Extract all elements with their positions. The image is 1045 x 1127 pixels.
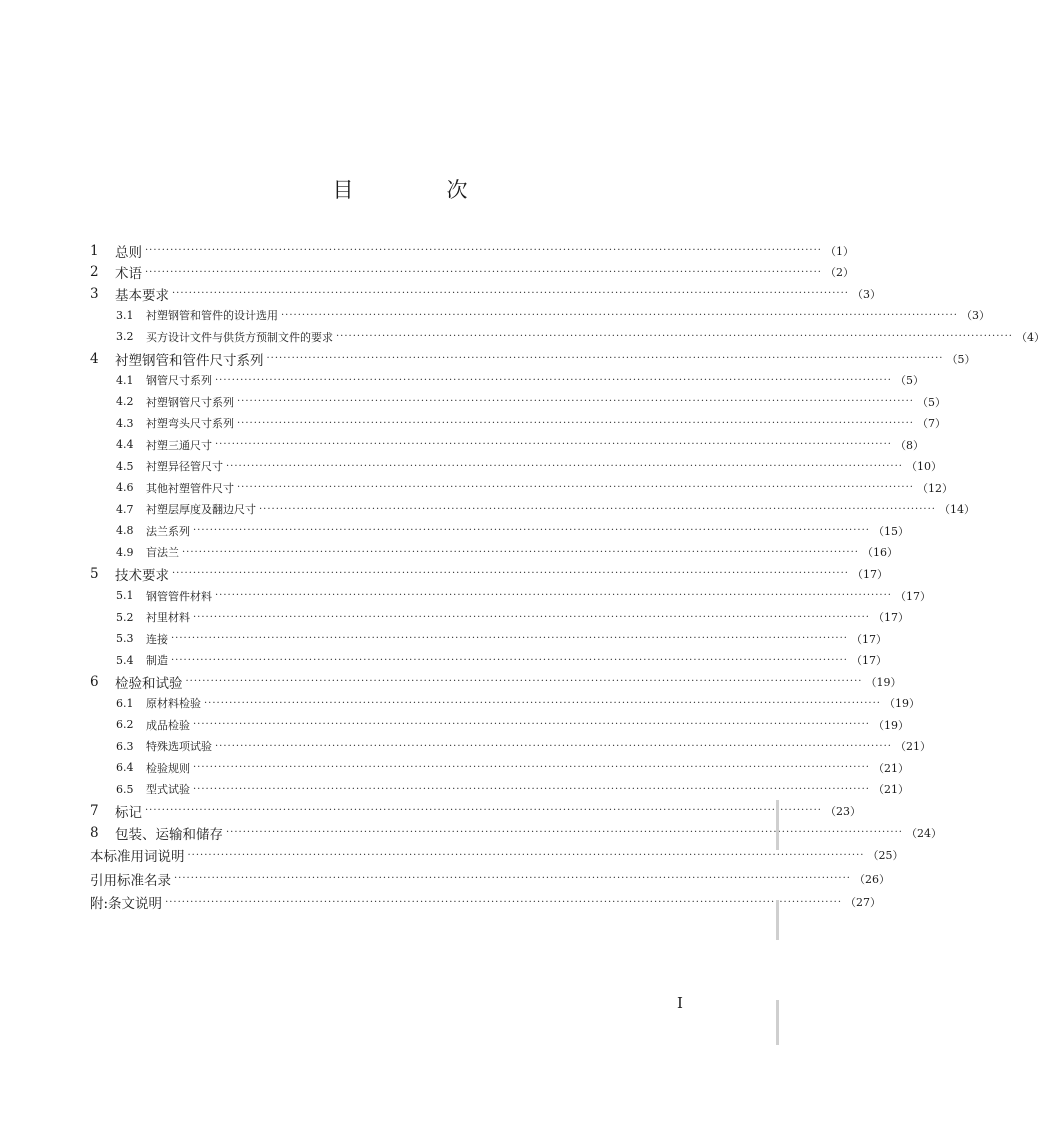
toc-entry[interactable] xyxy=(90,563,888,585)
toc-entry-number: 5.1 xyxy=(116,589,134,603)
toc-entry-number: 4 xyxy=(90,350,99,367)
toc-dot-leader xyxy=(174,873,851,884)
toc-dot-leader xyxy=(171,655,848,666)
scan-edge-mark xyxy=(776,900,779,940)
toc-entry-number: 6.1 xyxy=(116,696,134,710)
toc-entry-label: 衬塑钢管尺寸系列 xyxy=(146,395,234,409)
toc-entry-number: 6 xyxy=(90,673,99,690)
toc-entry-page: （3） xyxy=(960,309,990,323)
toc-entry-page: （17） xyxy=(872,611,909,625)
toc-entry-page: （7） xyxy=(916,417,946,431)
toc-entry-number: 4.2 xyxy=(116,395,134,409)
toc-entry-number: 4.5 xyxy=(116,459,134,473)
toc-entry[interactable] xyxy=(90,628,887,650)
toc-entry[interactable] xyxy=(90,800,861,822)
toc-entry[interactable] xyxy=(90,757,909,779)
toc-entry-page: （21） xyxy=(872,783,909,797)
toc-entry-page: （27） xyxy=(845,896,882,910)
toc-entry-page: （23） xyxy=(824,804,861,818)
toc-entry-label: 衬塑钢管和管件尺寸系列 xyxy=(115,352,264,369)
toc-entry-number: 6.2 xyxy=(116,718,134,732)
toc-entry-number: 5.3 xyxy=(116,632,134,646)
toc-entry-label: 特殊选项试验 xyxy=(146,740,212,754)
toc-entry[interactable] xyxy=(90,348,976,370)
toc-dot-leader xyxy=(226,461,903,472)
toc-entry-page: （17） xyxy=(850,654,887,668)
toc-entry[interactable] xyxy=(90,240,854,262)
toc-entry[interactable] xyxy=(90,542,898,564)
toc-entry-number: 3.2 xyxy=(116,330,134,344)
toc-entry-number: 4.7 xyxy=(116,502,134,516)
toc-entry-label: 标记 xyxy=(115,804,142,821)
toc-entry-label: 术语 xyxy=(115,266,142,283)
toc-entry-number: 1 xyxy=(90,242,99,259)
toc-dot-leader xyxy=(215,741,892,752)
toc-entry-label: 衬塑层厚度及翻边尺寸 xyxy=(146,503,256,517)
toc-entry-label: 成品检验 xyxy=(146,718,190,732)
toc-entry[interactable] xyxy=(90,890,882,914)
toc-dot-leader xyxy=(193,762,870,773)
toc-entry-label: 附:条文说明 xyxy=(90,896,163,913)
toc-dot-leader xyxy=(259,504,936,515)
toc-entry-page: （1） xyxy=(824,244,854,258)
toc-entry-label: 型式试验 xyxy=(146,783,190,797)
toc-entry[interactable] xyxy=(90,822,942,844)
toc-entry[interactable] xyxy=(90,671,902,693)
toc-entry-label: 技术要求 xyxy=(115,567,169,584)
toc-entry-number: 6.3 xyxy=(116,739,134,753)
page-number: I xyxy=(677,994,683,1012)
toc-dot-leader xyxy=(172,568,849,579)
toc-dot-leader xyxy=(165,897,842,908)
toc-entry-page: （4） xyxy=(1015,330,1045,344)
toc-entry-number: 7 xyxy=(90,802,99,819)
table-of-contents xyxy=(90,240,1045,914)
toc-entry[interactable] xyxy=(90,585,931,607)
toc-entry[interactable] xyxy=(90,499,975,521)
toc-entry[interactable] xyxy=(90,843,904,867)
toc-entry-page: （15） xyxy=(872,524,909,538)
toc-entry-page: （26） xyxy=(853,872,890,886)
toc-entry-number: 4.8 xyxy=(116,524,134,538)
toc-entry-page: （3） xyxy=(851,287,881,301)
toc-dot-leader xyxy=(172,288,849,299)
toc-dot-leader xyxy=(193,525,870,536)
scan-edge-mark xyxy=(776,1000,779,1045)
toc-dot-leader xyxy=(145,245,822,256)
toc-entry[interactable] xyxy=(90,412,946,434)
toc-entry-label: 总则 xyxy=(115,244,142,261)
toc-entry-page: （19） xyxy=(883,697,920,711)
toc-dot-leader xyxy=(188,850,865,861)
toc-entry-page: （21） xyxy=(872,761,909,775)
toc-dot-leader xyxy=(215,439,892,450)
toc-dot-leader xyxy=(193,612,870,623)
toc-entry-label: 法兰系列 xyxy=(146,524,190,538)
toc-dot-leader xyxy=(186,676,863,687)
toc-entry-page: （5） xyxy=(916,395,946,409)
scan-edge-mark xyxy=(776,800,779,850)
page-title: 目 次 xyxy=(332,178,504,202)
toc-entry-label: 衬塑弯头尺寸系列 xyxy=(146,417,234,431)
toc-entry-page: （10） xyxy=(905,460,942,474)
toc-entry[interactable] xyxy=(90,477,953,499)
toc-entry-page: （21） xyxy=(894,740,931,754)
toc-entry-page: （5） xyxy=(894,374,924,388)
toc-entry-label: 买方设计文件与供货方预制文件的要求 xyxy=(146,330,333,344)
toc-entry-label: 基本要求 xyxy=(115,287,169,304)
toc-dot-leader xyxy=(193,719,870,730)
toc-entry[interactable] xyxy=(90,326,1045,348)
toc-entry[interactable] xyxy=(90,369,924,391)
toc-entry-label: 原材料检验 xyxy=(146,697,201,711)
toc-dot-leader xyxy=(145,805,822,816)
toc-entry-label: 盲法兰 xyxy=(146,546,179,560)
toc-entry-label: 制造 xyxy=(146,654,168,668)
toc-entry-label: 钢管管件材料 xyxy=(146,589,212,603)
toc-entry-number: 4.3 xyxy=(116,416,134,430)
toc-entry[interactable] xyxy=(90,714,909,736)
toc-dot-leader xyxy=(237,418,914,429)
toc-entry[interactable] xyxy=(90,649,887,671)
toc-entry[interactable] xyxy=(90,262,854,284)
toc-dot-leader xyxy=(226,827,903,838)
toc-dot-leader xyxy=(171,633,848,644)
toc-entry-page: （14） xyxy=(938,503,975,517)
toc-entry[interactable] xyxy=(90,520,909,542)
toc-entry-page: （8） xyxy=(894,438,924,452)
toc-dot-leader xyxy=(215,375,892,386)
toc-entry-label: 衬塑异径管尺寸 xyxy=(146,460,223,474)
toc-entry-number: 5.4 xyxy=(116,653,134,667)
toc-entry-page: （2） xyxy=(824,266,854,280)
toc-entry-number: 6.5 xyxy=(116,782,134,796)
toc-entry-page: （16） xyxy=(861,546,898,560)
toc-entry-page: （19） xyxy=(865,675,902,689)
toc-entry-number: 6.4 xyxy=(116,761,134,775)
toc-entry[interactable] xyxy=(90,736,931,758)
toc-dot-leader xyxy=(204,698,881,709)
toc-entry-page: （12） xyxy=(916,481,953,495)
toc-entry[interactable] xyxy=(90,867,890,891)
toc-entry[interactable] xyxy=(90,283,881,305)
toc-entry-number: 8 xyxy=(90,824,99,841)
toc-entry-number: 5 xyxy=(90,565,99,582)
toc-entry-number: 4.6 xyxy=(116,481,134,495)
toc-dot-leader xyxy=(267,353,944,364)
toc-entry-label: 检验和试验 xyxy=(115,675,183,692)
toc-dot-leader xyxy=(281,310,958,321)
toc-entry-label: 衬里材料 xyxy=(146,611,190,625)
toc-entry[interactable] xyxy=(90,305,990,327)
toc-entry-page: （24） xyxy=(905,826,942,840)
toc-entry-label: 包装、运输和储存 xyxy=(115,826,223,843)
toc-entry-page: （17） xyxy=(851,567,888,581)
toc-dot-leader xyxy=(145,267,822,278)
toc-entry-label: 引用标准名录 xyxy=(90,872,171,889)
toc-entry-number: 3.1 xyxy=(116,308,134,322)
toc-entry-page: （17） xyxy=(850,632,887,646)
toc-entry-label: 衬塑钢管和管件的设计选用 xyxy=(146,309,278,323)
toc-dot-leader xyxy=(182,547,859,558)
toc-entry-number: 4.4 xyxy=(116,438,134,452)
toc-entry-number: 5.2 xyxy=(116,610,134,624)
toc-entry-label: 其他衬塑管件尺寸 xyxy=(146,481,234,495)
toc-entry[interactable] xyxy=(90,779,909,801)
toc-entry[interactable] xyxy=(90,455,942,477)
toc-dot-leader xyxy=(215,590,892,601)
toc-entry-page: （25） xyxy=(867,849,904,863)
toc-entry[interactable] xyxy=(90,692,920,714)
toc-dot-leader xyxy=(336,331,1013,342)
toc-dot-leader xyxy=(237,482,914,493)
toc-dot-leader xyxy=(237,396,914,407)
toc-entry[interactable] xyxy=(90,606,909,628)
toc-entry-number: 3 xyxy=(90,285,99,302)
toc-entry-label: 连接 xyxy=(146,632,168,646)
toc-entry-number: 4.9 xyxy=(116,545,134,559)
toc-entry-label: 钢管尺寸系列 xyxy=(146,374,212,388)
toc-entry[interactable] xyxy=(90,391,946,413)
toc-entry[interactable] xyxy=(90,434,924,456)
toc-entry-number: 2 xyxy=(90,264,99,281)
toc-entry-label: 检验规则 xyxy=(146,761,190,775)
toc-entry-page: （17） xyxy=(894,589,931,603)
toc-entry-page: （5） xyxy=(946,352,976,366)
toc-dot-leader xyxy=(193,784,870,795)
toc-entry-label: 本标准用词说明 xyxy=(90,849,185,866)
toc-entry-number: 4.1 xyxy=(116,373,134,387)
toc-entry-label: 衬塑三通尺寸 xyxy=(146,438,212,452)
toc-entry-page: （19） xyxy=(872,718,909,732)
